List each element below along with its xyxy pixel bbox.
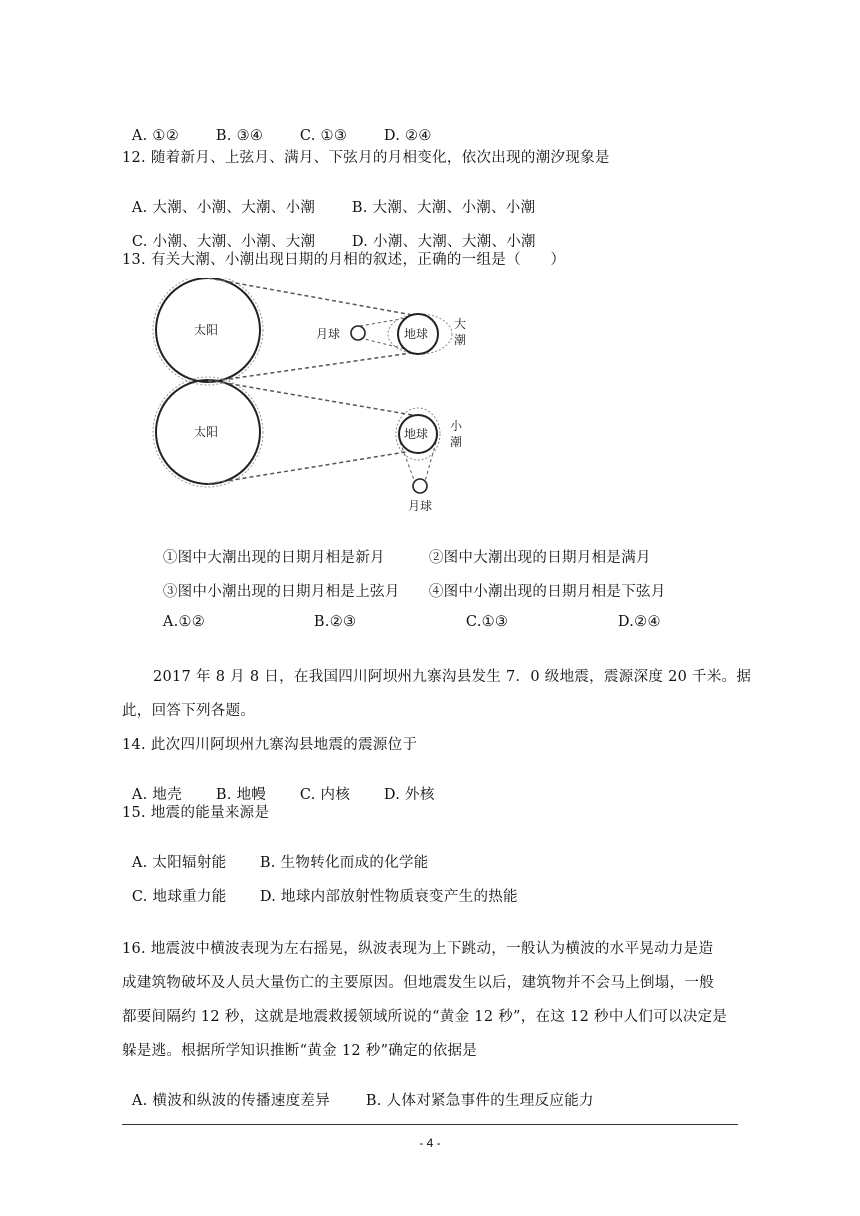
- moon-circle-bottom: [413, 479, 427, 493]
- earth-label-bottom: 地球: [404, 427, 429, 441]
- q13-option-d: D.②④: [617, 614, 661, 630]
- passage-line-1: 2017 年 8 月 8 日，在我国四川阿坝州九寨沟县发生 7．0 级地震，震源深度 20 千米。据: [153, 669, 752, 685]
- page-number: - 4 -: [419, 1136, 441, 1150]
- q11-option-a: A. ①②: [131, 128, 180, 144]
- q12-stem: 12. 随着新月、上弦月、满月、下弦月的月相变化，依次出现的潮汐现象是: [122, 150, 610, 166]
- q15-option-d: D. 地球内部放射性物质衰变产生的热能: [259, 889, 518, 905]
- spring-tide-label-2: 潮: [454, 333, 467, 347]
- tide-diagram: [150, 278, 480, 518]
- q14-option-d: D. 外核: [383, 787, 435, 803]
- q13-option-c: C.①③: [465, 614, 509, 630]
- tide-diagram-svg: [150, 278, 480, 518]
- q13-statement-3: ③图中小潮出现的日期月相是上弦月: [162, 584, 400, 600]
- q16-options: [122, 1073, 594, 1110]
- q15-option-a: A. 太阳辐射能: [131, 855, 227, 871]
- q14-option-c: C. 内核: [299, 787, 351, 803]
- q14-options: [122, 767, 435, 804]
- q11-option-d: D. ②④: [383, 128, 432, 144]
- q12-option-c: C. 小潮、大潮、小潮、大潮: [131, 234, 316, 250]
- moon-label-bottom: 月球: [408, 499, 433, 513]
- q13-stem: 13. 有关大潮、小潮出现日期的月相的叙述，正确的一组是（ ）: [122, 252, 566, 268]
- q13-statement-4: ④图中小潮出现的日期月相是下弦月: [428, 584, 666, 600]
- q13-statement-2: ②图中大潮出现的日期月相是满月: [428, 550, 651, 566]
- q11-option-c: C. ①③: [299, 128, 348, 144]
- q13-option-a: A.①②: [162, 614, 206, 630]
- q15-options-row2: [122, 869, 518, 906]
- q15-options-row1: [122, 835, 429, 872]
- footer-rule: [122, 1124, 738, 1125]
- q14-option-a: A. 地壳: [131, 787, 183, 803]
- q16-stem-line-4: 躲是逃。根据所学知识推断“黄金 12 秒”确定的依据是: [122, 1043, 478, 1059]
- q12-option-a: A. 大潮、小潮、大潮、小潮: [131, 200, 316, 216]
- neap-tide-label-2: 潮: [450, 435, 463, 449]
- q11-options: [122, 112, 432, 144]
- q16-stem-line-1: 16. 地震波中横波表现为左右摇晃，纵波表现为上下跳动，一般认为横波的水平晃动力是造: [122, 941, 714, 957]
- q12-options-row1: [122, 180, 535, 217]
- q12-options-row2: [122, 214, 536, 251]
- q16-option-a: A. 横波和纵波的传播速度差异: [131, 1093, 331, 1109]
- q13-option-b: B.②③: [313, 614, 357, 630]
- spring-tide-label-1: 大: [454, 317, 467, 331]
- passage-line-2: 此，回答下列各题。: [122, 703, 256, 719]
- q15-option-c: C. 地球重力能: [131, 889, 227, 905]
- q11-option-b: B. ③④: [215, 128, 264, 144]
- q14-option-b: B. 地幔: [215, 787, 267, 803]
- moon-circle-top: [351, 326, 365, 340]
- earth-label-top: 地球: [404, 327, 429, 341]
- q16-option-b: B. 人体对紧急事件的生理反应能力: [365, 1093, 594, 1109]
- q16-stem-line-3: 都要间隔约 12 秒，这就是地震救援领域所说的“黄金 12 秒”，在这 12 秒中人们可以决定是: [122, 1009, 728, 1025]
- neap-tide-label-1: 小: [450, 419, 463, 433]
- q13-statements-row2: [153, 564, 666, 601]
- q13-options: [153, 598, 661, 630]
- sun-label-bottom: 太阳: [194, 425, 219, 439]
- sun-label-top: 太阳: [194, 323, 219, 337]
- q15-stem: 15. 地震的能量来源是: [122, 805, 270, 821]
- q16-stem-line-2: 成建筑物破坏及人员大量伤亡的主要原因。但地震发生以后，建筑物并不会马上倒塌，一般: [122, 975, 714, 991]
- q13-statements-row1: [153, 530, 651, 567]
- q15-option-b: B. 生物转化而成的化学能: [259, 855, 429, 871]
- q12-option-d: D. 小潮、大潮、大潮、小潮: [351, 234, 536, 250]
- q13-statement-1: ①图中大潮出现的日期月相是新月: [162, 550, 385, 566]
- q12-option-b: B. 大潮、大潮、小潮、小潮: [351, 200, 536, 216]
- moon-label-top: 月球: [316, 327, 341, 341]
- q14-stem: 14. 此次四川阿坝州九寨沟县地震的震源位于: [122, 737, 418, 753]
